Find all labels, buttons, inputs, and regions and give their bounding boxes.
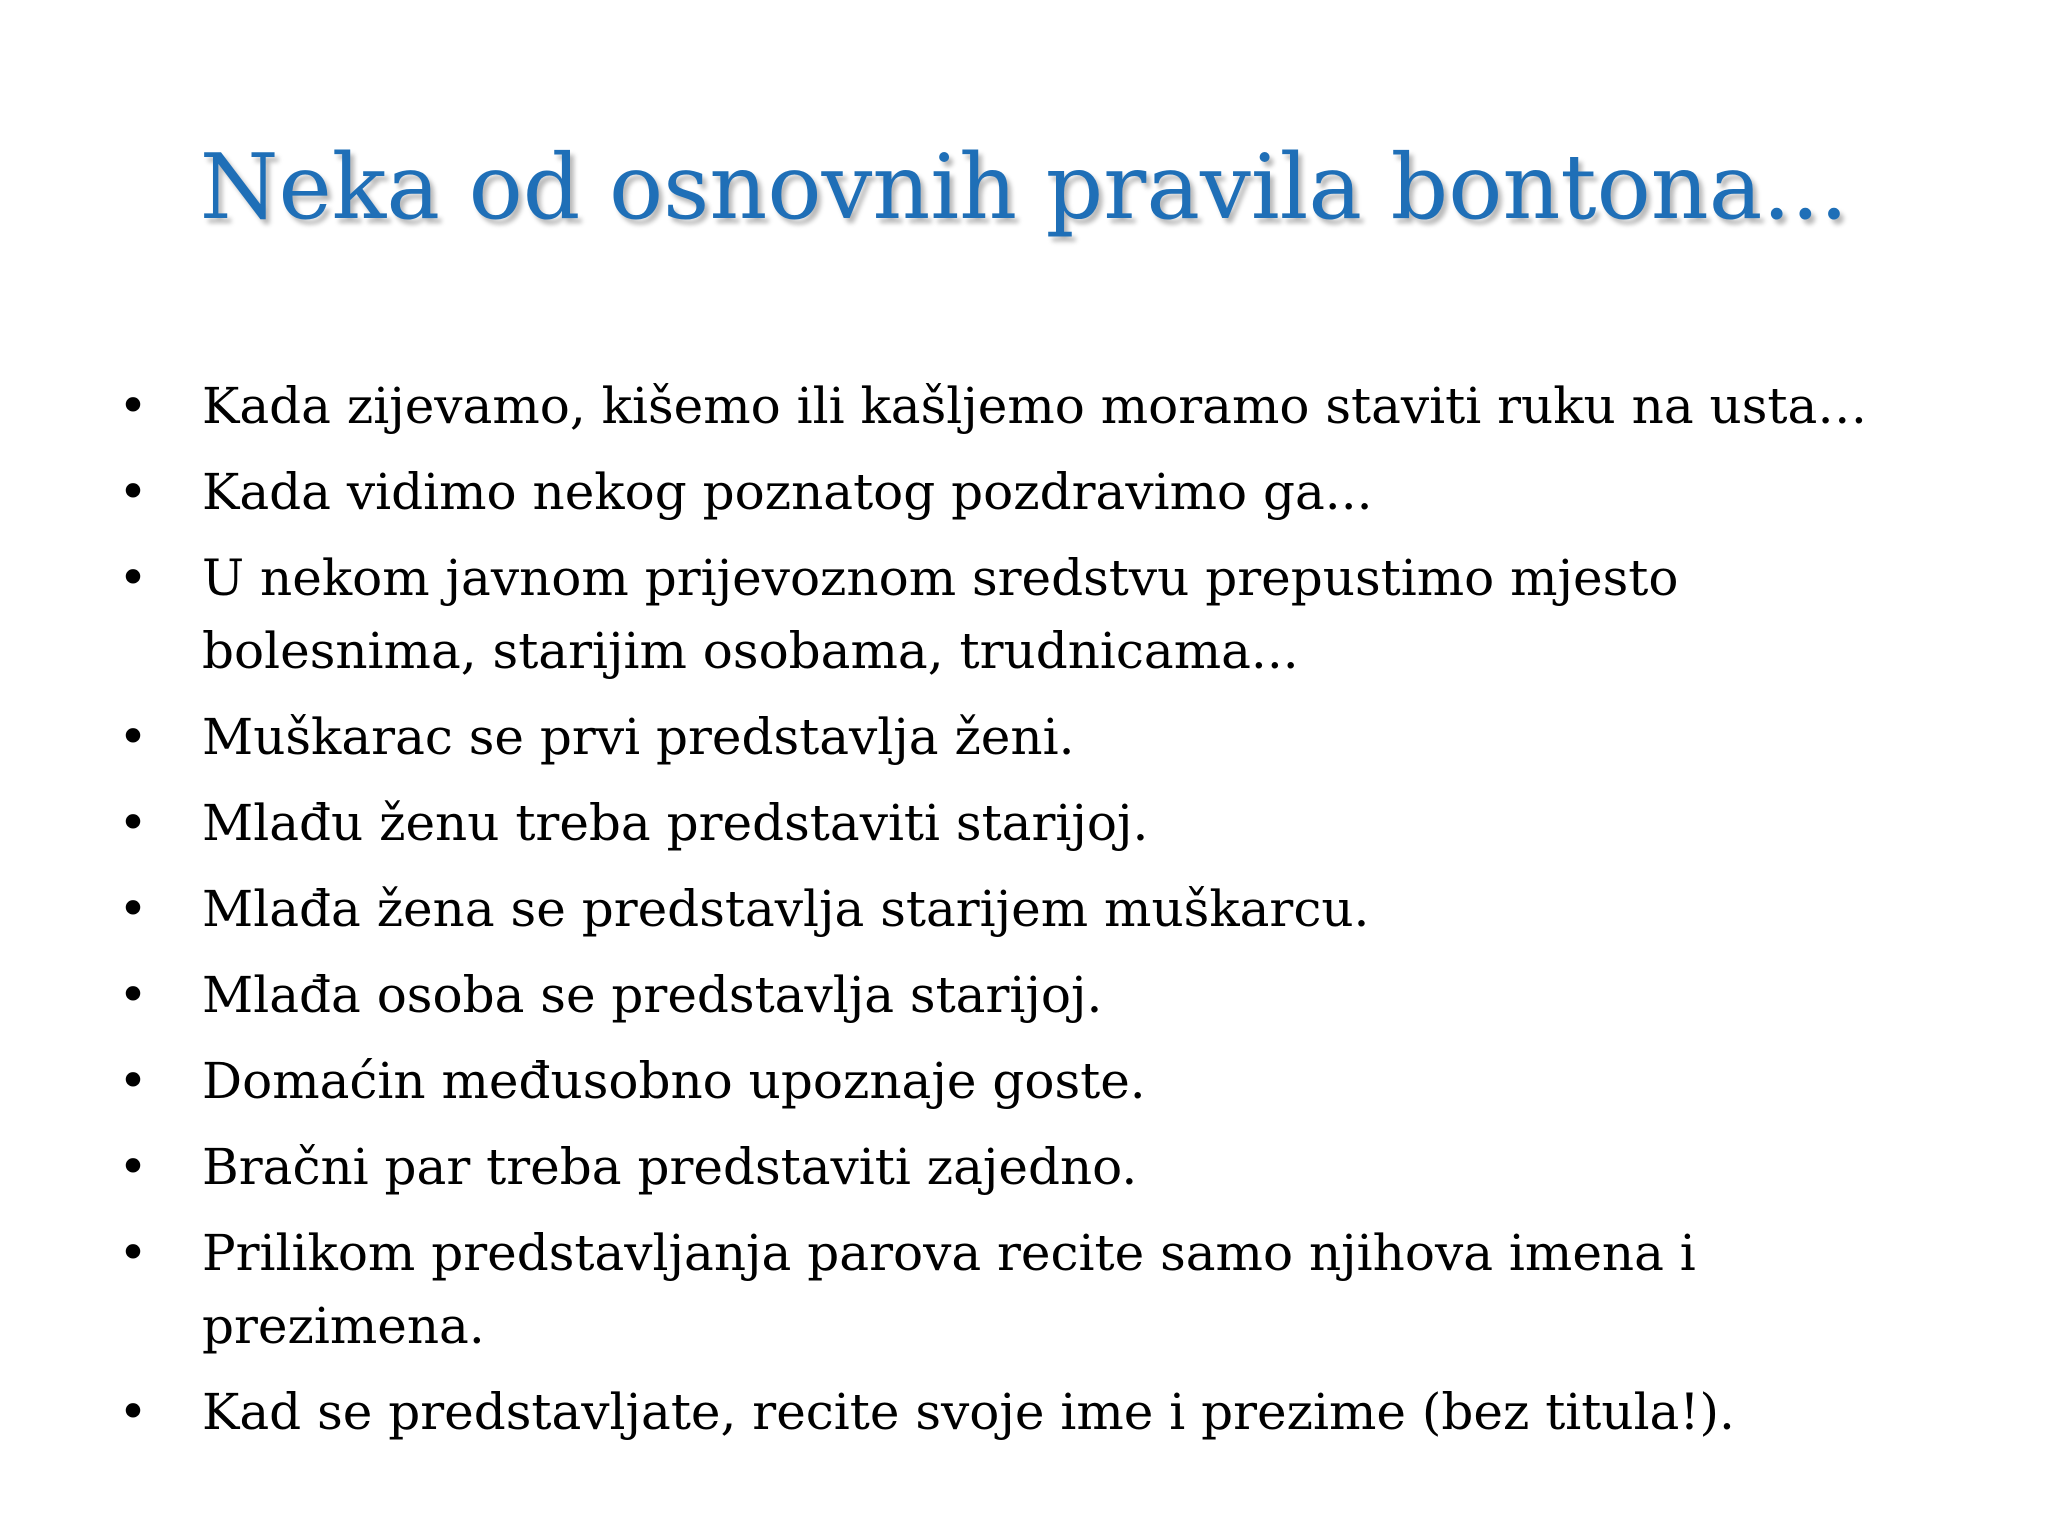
list-item — [118, 873, 1938, 946]
list-item-text: Kad se predstavljate, recite svoje ime i prezime (bez titula!). — [202, 1383, 1735, 1441]
list-item-text: Kada zijevamo, kišemo ili kašljemo moramo staviti ruku na usta… — [202, 377, 1868, 435]
list-item-text: Prilikom predstavljanja parova recite samo njihova imena i prezimena. — [202, 1224, 1696, 1355]
bullet-icon: • — [118, 377, 148, 435]
bullet-icon: • — [118, 880, 148, 938]
list-item — [118, 370, 1938, 443]
bullet-icon: • — [118, 1383, 148, 1441]
bullet-icon: • — [118, 549, 148, 607]
list-item — [118, 959, 1938, 1032]
slide-title: Neka od osnovnih pravila bontona... — [199, 135, 1849, 240]
bullet-icon: • — [118, 794, 148, 852]
list-item — [118, 701, 1938, 774]
list-item — [118, 1045, 1938, 1118]
list-item-text: Mlađu ženu treba predstaviti starijoj. — [202, 794, 1149, 852]
list-item-text: Muškarac se prvi predstavlja ženi. — [202, 708, 1075, 766]
list-item — [118, 542, 1938, 688]
list-item-text: Mlađa žena se predstavlja starijem muškarcu. — [202, 880, 1370, 938]
bullet-icon: • — [118, 966, 148, 1024]
list-item — [118, 1376, 1938, 1449]
list-item-text: Mlađa osoba se predstavlja starijoj. — [202, 966, 1103, 1024]
bullet-icon: • — [118, 1224, 148, 1282]
list-item-text: U nekom javnom prijevoznom sredstvu prepustimo mjesto bolesnima, starijim osobama, trudnicama... — [202, 549, 1679, 680]
bullet-icon: • — [118, 1052, 148, 1110]
list-item — [118, 456, 1938, 529]
list-item-text: Domaćin međusobno upoznaje goste. — [202, 1052, 1146, 1110]
bullet-icon: • — [118, 708, 148, 766]
list-item — [118, 1217, 1938, 1363]
bullet-icon: • — [118, 463, 148, 521]
list-item — [118, 1131, 1938, 1204]
bullet-icon: • — [118, 1138, 148, 1196]
list-item-text: Bračni par treba predstaviti zajedno. — [202, 1138, 1138, 1196]
list-item — [118, 787, 1938, 860]
list-item-text: Kada vidimo nekog poznatog pozdravimo ga... — [202, 463, 1373, 521]
bullet-list — [118, 370, 1938, 1462]
